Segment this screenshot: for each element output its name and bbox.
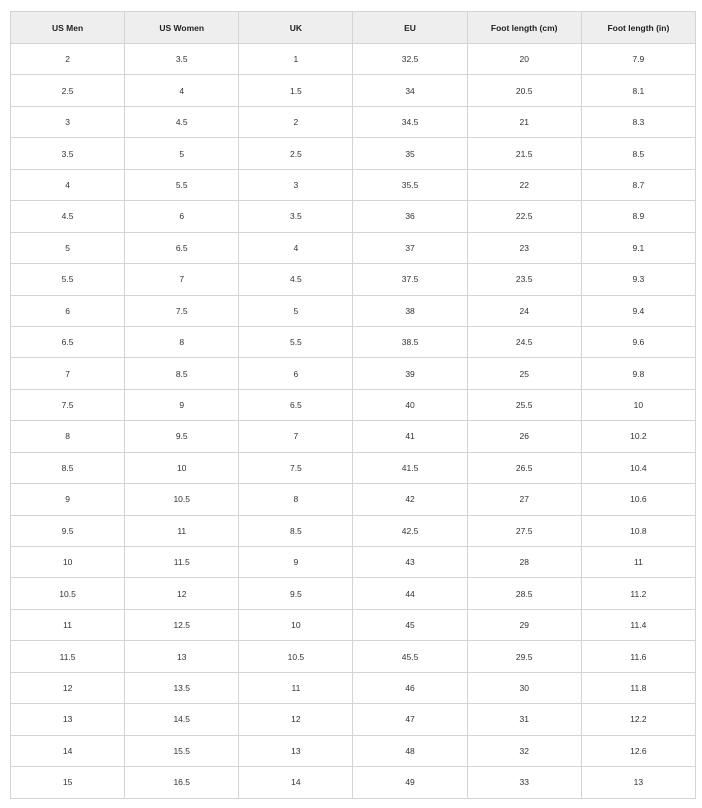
table-row <box>11 547 696 578</box>
size-chart-header <box>11 12 696 44</box>
cell-eu: 47 <box>353 704 467 735</box>
cell-foot-length-in: 8.1 <box>581 75 695 106</box>
cell-foot-length-cm: 28 <box>467 547 581 578</box>
cell-foot-length-cm: 24 <box>467 295 581 326</box>
cell-foot-length-in: 8.5 <box>581 138 695 169</box>
cell-eu: 40 <box>353 389 467 420</box>
cell-us-women: 12 <box>125 578 239 609</box>
cell-us-men: 10 <box>11 547 125 578</box>
cell-eu: 42.5 <box>353 515 467 546</box>
table-row <box>11 421 696 452</box>
cell-foot-length-cm: 21 <box>467 106 581 137</box>
cell-uk: 13 <box>239 735 353 766</box>
cell-uk: 3.5 <box>239 201 353 232</box>
table-row <box>11 641 696 672</box>
table-row <box>11 44 696 75</box>
cell-uk: 4 <box>239 232 353 263</box>
cell-us-women: 6.5 <box>125 232 239 263</box>
cell-uk: 10 <box>239 609 353 640</box>
cell-uk: 9 <box>239 547 353 578</box>
cell-foot-length-cm: 20.5 <box>467 75 581 106</box>
cell-foot-length-in: 10.8 <box>581 515 695 546</box>
cell-us-men: 7 <box>11 358 125 389</box>
cell-us-women: 7.5 <box>125 295 239 326</box>
cell-us-women: 8 <box>125 326 239 357</box>
cell-foot-length-cm: 30 <box>467 672 581 703</box>
cell-uk: 2 <box>239 106 353 137</box>
cell-foot-length-in: 10.6 <box>581 484 695 515</box>
cell-uk: 5 <box>239 295 353 326</box>
cell-uk: 8 <box>239 484 353 515</box>
cell-foot-length-cm: 25 <box>467 358 581 389</box>
cell-us-women: 14.5 <box>125 704 239 735</box>
cell-uk: 5.5 <box>239 326 353 357</box>
cell-foot-length-in: 8.7 <box>581 169 695 200</box>
header-eu: EU <box>353 12 467 44</box>
table-row <box>11 201 696 232</box>
cell-foot-length-in: 9.4 <box>581 295 695 326</box>
cell-eu: 45.5 <box>353 641 467 672</box>
cell-uk: 3 <box>239 169 353 200</box>
cell-eu: 35.5 <box>353 169 467 200</box>
cell-uk: 1.5 <box>239 75 353 106</box>
size-chart-container <box>10 11 696 799</box>
cell-uk: 6.5 <box>239 389 353 420</box>
cell-eu: 43 <box>353 547 467 578</box>
table-row <box>11 609 696 640</box>
cell-us-women: 10.5 <box>125 484 239 515</box>
cell-us-women: 9 <box>125 389 239 420</box>
cell-us-men: 3 <box>11 106 125 137</box>
cell-us-men: 4.5 <box>11 201 125 232</box>
cell-foot-length-cm: 21.5 <box>467 138 581 169</box>
cell-uk: 12 <box>239 704 353 735</box>
cell-us-women: 4 <box>125 75 239 106</box>
table-row <box>11 704 696 735</box>
table-row <box>11 767 696 798</box>
cell-foot-length-cm: 26 <box>467 421 581 452</box>
cell-us-men: 15 <box>11 767 125 798</box>
header-foot-length-in: Foot length (in) <box>581 12 695 44</box>
cell-foot-length-in: 12.6 <box>581 735 695 766</box>
cell-us-men: 8 <box>11 421 125 452</box>
cell-eu: 32.5 <box>353 44 467 75</box>
table-row <box>11 358 696 389</box>
cell-us-men: 5.5 <box>11 264 125 295</box>
header-us-men: US Men <box>11 12 125 44</box>
cell-us-men: 5 <box>11 232 125 263</box>
cell-us-men: 14 <box>11 735 125 766</box>
cell-uk: 7.5 <box>239 452 353 483</box>
cell-foot-length-in: 9.6 <box>581 326 695 357</box>
cell-foot-length-in: 10.4 <box>581 452 695 483</box>
header-us-women: US Women <box>125 12 239 44</box>
cell-foot-length-in: 11.6 <box>581 641 695 672</box>
cell-foot-length-cm: 32 <box>467 735 581 766</box>
table-row <box>11 452 696 483</box>
cell-eu: 46 <box>353 672 467 703</box>
cell-us-women: 5.5 <box>125 169 239 200</box>
cell-us-men: 8.5 <box>11 452 125 483</box>
cell-foot-length-cm: 20 <box>467 44 581 75</box>
cell-foot-length-cm: 27.5 <box>467 515 581 546</box>
size-chart-table <box>10 11 696 799</box>
cell-us-men: 6 <box>11 295 125 326</box>
cell-us-women: 6 <box>125 201 239 232</box>
cell-eu: 44 <box>353 578 467 609</box>
cell-eu: 37.5 <box>353 264 467 295</box>
cell-foot-length-cm: 24.5 <box>467 326 581 357</box>
cell-foot-length-in: 11 <box>581 547 695 578</box>
cell-foot-length-cm: 22.5 <box>467 201 581 232</box>
table-row <box>11 138 696 169</box>
cell-us-men: 11.5 <box>11 641 125 672</box>
cell-us-men: 2 <box>11 44 125 75</box>
cell-foot-length-cm: 28.5 <box>467 578 581 609</box>
cell-uk: 1 <box>239 44 353 75</box>
header-foot-length-cm: Foot length (cm) <box>467 12 581 44</box>
cell-us-women: 8.5 <box>125 358 239 389</box>
cell-us-women: 5 <box>125 138 239 169</box>
cell-us-women: 12.5 <box>125 609 239 640</box>
cell-foot-length-cm: 23 <box>467 232 581 263</box>
cell-eu: 34.5 <box>353 106 467 137</box>
cell-eu: 41 <box>353 421 467 452</box>
cell-eu: 42 <box>353 484 467 515</box>
cell-uk: 4.5 <box>239 264 353 295</box>
cell-foot-length-in: 7.9 <box>581 44 695 75</box>
cell-us-women: 10 <box>125 452 239 483</box>
cell-foot-length-in: 8.3 <box>581 106 695 137</box>
table-row <box>11 264 696 295</box>
cell-foot-length-in: 10 <box>581 389 695 420</box>
cell-us-men: 11 <box>11 609 125 640</box>
cell-us-men: 13 <box>11 704 125 735</box>
cell-eu: 35 <box>353 138 467 169</box>
header-row <box>11 12 696 44</box>
cell-us-women: 13.5 <box>125 672 239 703</box>
cell-eu: 38 <box>353 295 467 326</box>
cell-foot-length-cm: 25.5 <box>467 389 581 420</box>
cell-uk: 6 <box>239 358 353 389</box>
cell-foot-length-in: 9.8 <box>581 358 695 389</box>
cell-uk: 9.5 <box>239 578 353 609</box>
cell-foot-length-in: 8.9 <box>581 201 695 232</box>
cell-us-women: 16.5 <box>125 767 239 798</box>
cell-foot-length-in: 11.4 <box>581 609 695 640</box>
size-chart-body <box>11 44 696 799</box>
cell-foot-length-cm: 33 <box>467 767 581 798</box>
cell-us-women: 11.5 <box>125 547 239 578</box>
cell-us-women: 11 <box>125 515 239 546</box>
table-row <box>11 106 696 137</box>
cell-foot-length-cm: 31 <box>467 704 581 735</box>
table-row <box>11 75 696 106</box>
cell-foot-length-in: 12.2 <box>581 704 695 735</box>
cell-foot-length-in: 10.2 <box>581 421 695 452</box>
cell-uk: 8.5 <box>239 515 353 546</box>
cell-eu: 48 <box>353 735 467 766</box>
cell-foot-length-cm: 29.5 <box>467 641 581 672</box>
cell-us-men: 7.5 <box>11 389 125 420</box>
cell-foot-length-in: 9.1 <box>581 232 695 263</box>
cell-us-men: 2.5 <box>11 75 125 106</box>
cell-eu: 36 <box>353 201 467 232</box>
cell-us-women: 3.5 <box>125 44 239 75</box>
cell-us-men: 10.5 <box>11 578 125 609</box>
cell-foot-length-cm: 27 <box>467 484 581 515</box>
cell-us-women: 13 <box>125 641 239 672</box>
table-row <box>11 515 696 546</box>
cell-us-men: 6.5 <box>11 326 125 357</box>
cell-us-men: 3.5 <box>11 138 125 169</box>
cell-uk: 7 <box>239 421 353 452</box>
table-row <box>11 578 696 609</box>
cell-us-women: 7 <box>125 264 239 295</box>
table-row <box>11 389 696 420</box>
cell-eu: 41.5 <box>353 452 467 483</box>
cell-us-men: 4 <box>11 169 125 200</box>
cell-eu: 34 <box>353 75 467 106</box>
cell-foot-length-cm: 23.5 <box>467 264 581 295</box>
cell-eu: 49 <box>353 767 467 798</box>
cell-us-women: 9.5 <box>125 421 239 452</box>
cell-eu: 37 <box>353 232 467 263</box>
cell-eu: 45 <box>353 609 467 640</box>
table-row <box>11 735 696 766</box>
cell-eu: 39 <box>353 358 467 389</box>
cell-us-men: 9.5 <box>11 515 125 546</box>
table-row <box>11 484 696 515</box>
cell-foot-length-cm: 26.5 <box>467 452 581 483</box>
table-row <box>11 326 696 357</box>
table-row <box>11 295 696 326</box>
table-row <box>11 169 696 200</box>
table-row <box>11 672 696 703</box>
cell-foot-length-in: 11.8 <box>581 672 695 703</box>
cell-uk: 2.5 <box>239 138 353 169</box>
cell-foot-length-cm: 29 <box>467 609 581 640</box>
cell-uk: 10.5 <box>239 641 353 672</box>
cell-foot-length-in: 11.2 <box>581 578 695 609</box>
cell-foot-length-cm: 22 <box>467 169 581 200</box>
header-uk: UK <box>239 12 353 44</box>
cell-us-women: 4.5 <box>125 106 239 137</box>
cell-uk: 14 <box>239 767 353 798</box>
cell-eu: 38.5 <box>353 326 467 357</box>
cell-foot-length-in: 13 <box>581 767 695 798</box>
table-row <box>11 232 696 263</box>
cell-us-women: 15.5 <box>125 735 239 766</box>
cell-us-men: 9 <box>11 484 125 515</box>
cell-us-men: 12 <box>11 672 125 703</box>
cell-foot-length-in: 9.3 <box>581 264 695 295</box>
cell-uk: 11 <box>239 672 353 703</box>
